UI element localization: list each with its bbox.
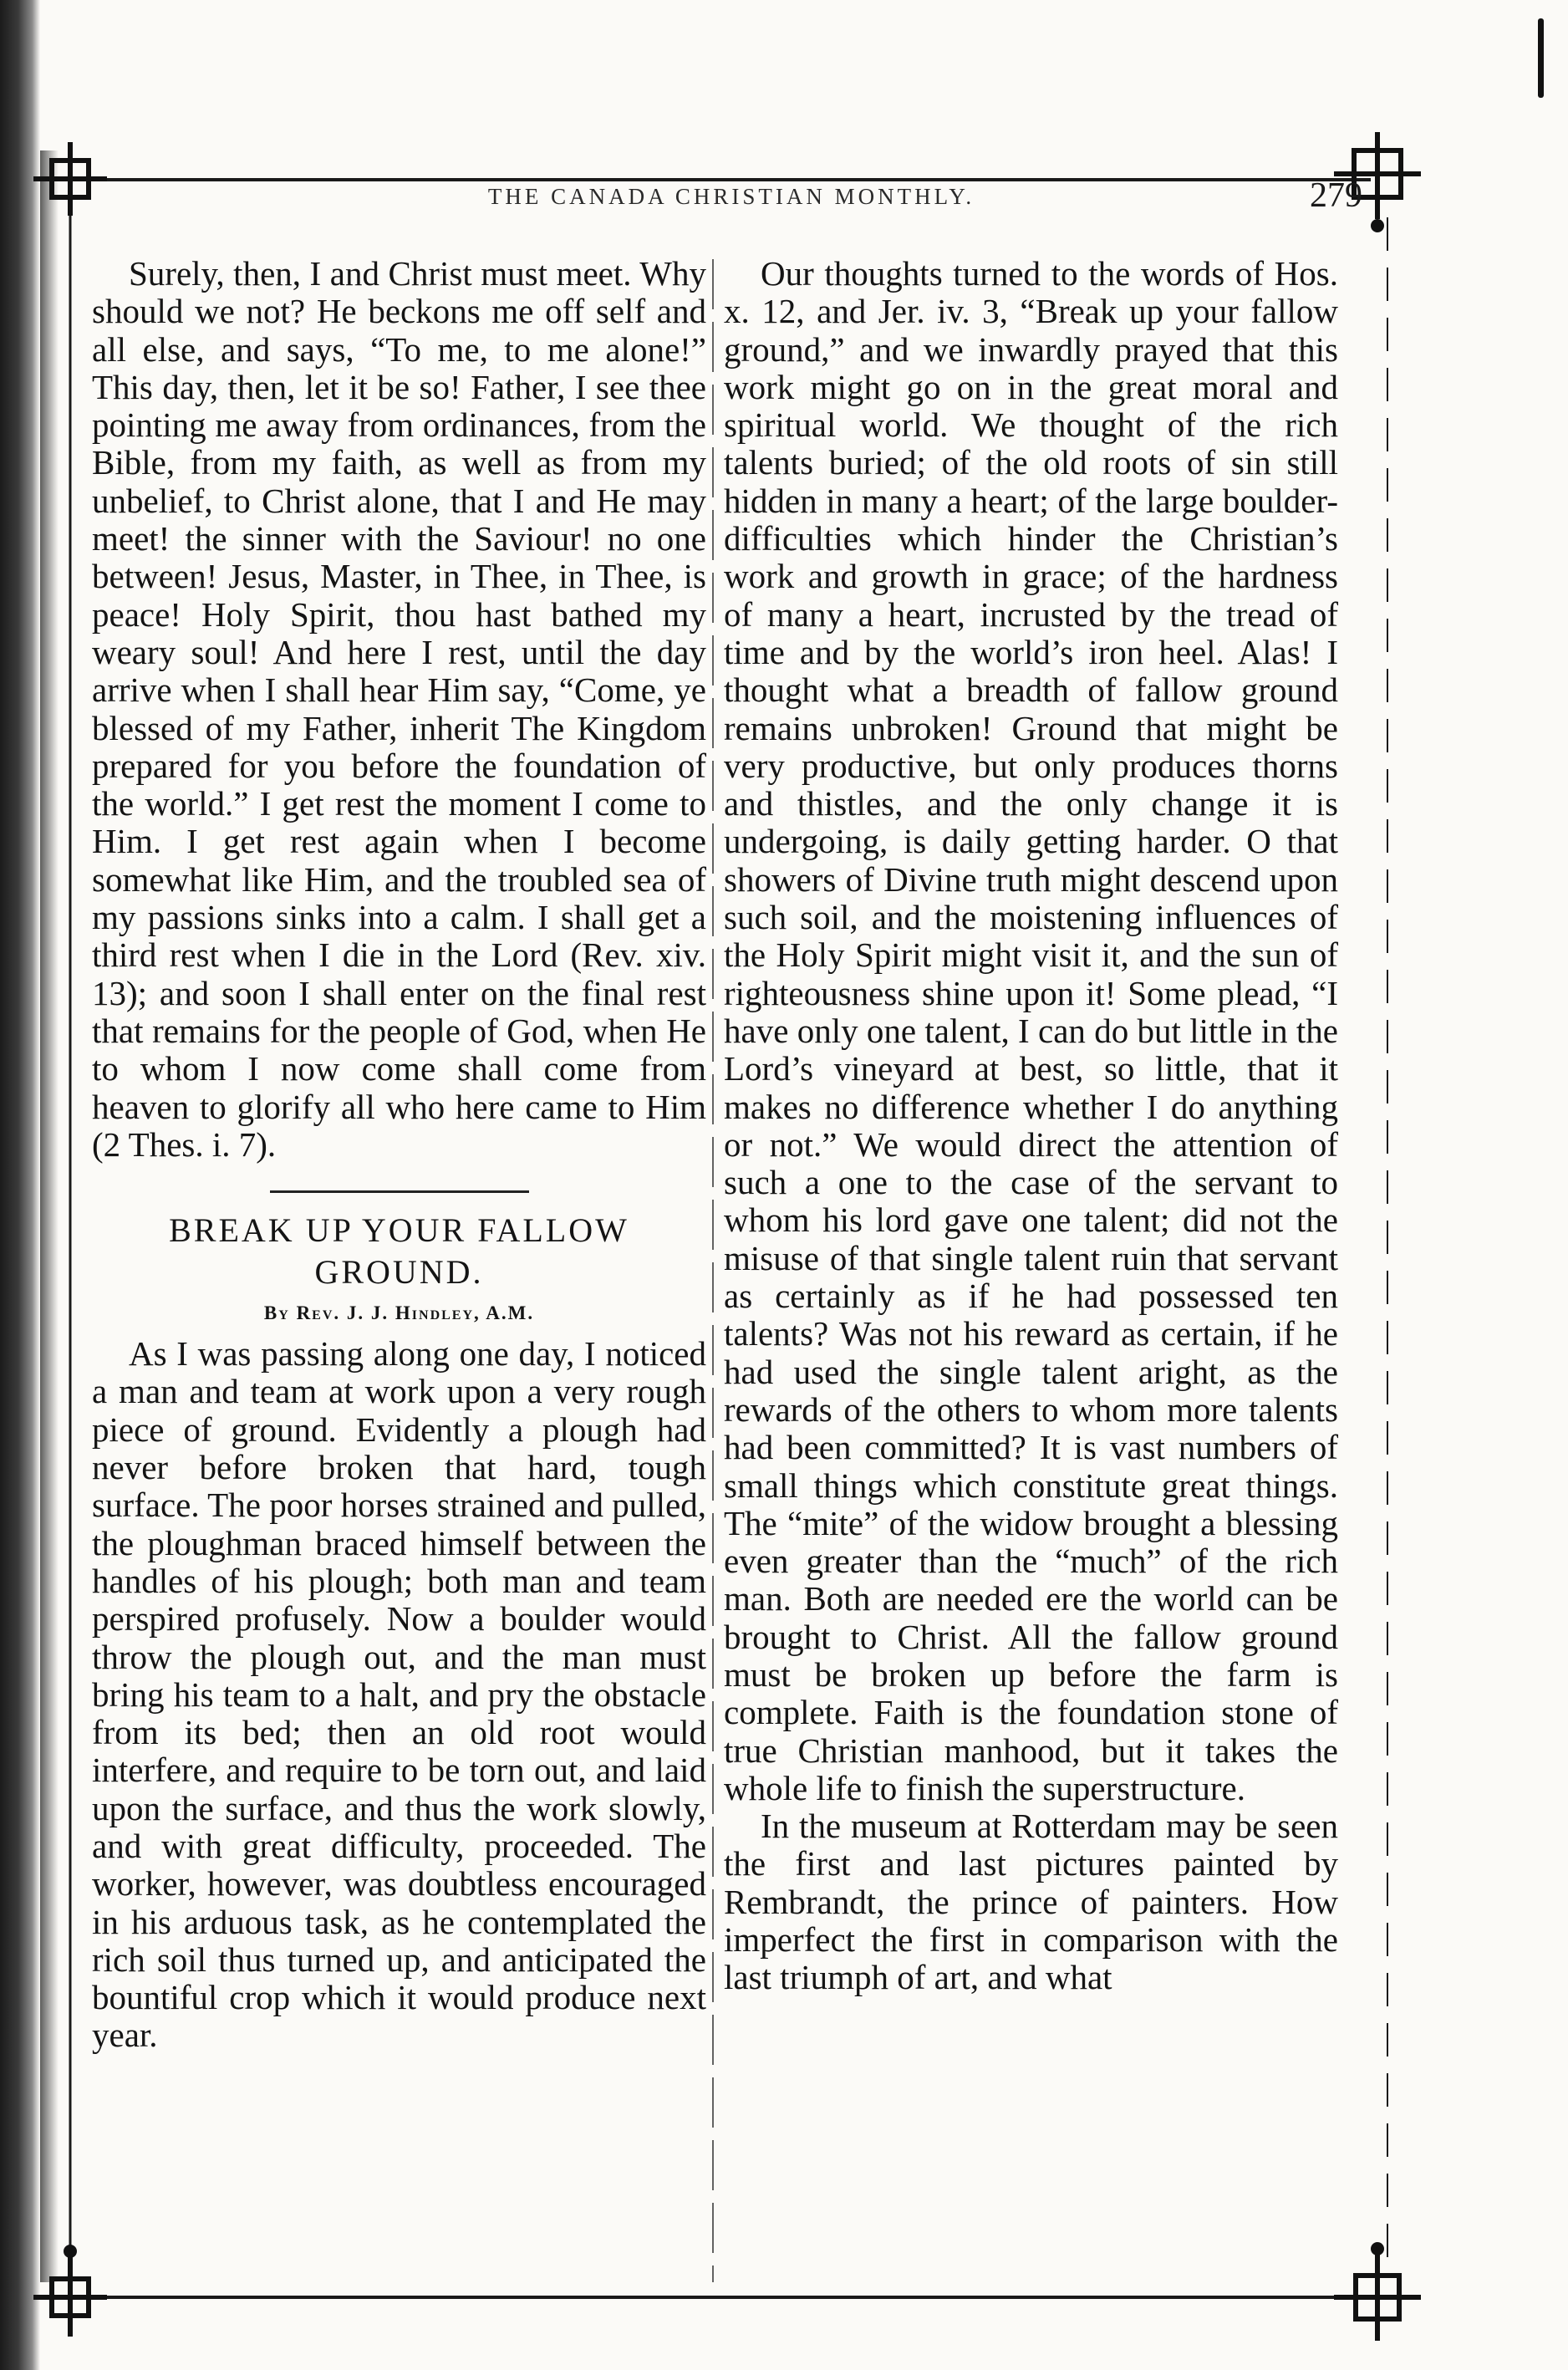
margin-mark (1538, 18, 1544, 98)
page-binding-gradient (40, 150, 59, 2282)
article-byline: By Rev. J. J. Hindley, A.M. (263, 1302, 535, 1324)
running-title: THE CANADA CHRISTIAN MONTHLY. (487, 184, 975, 209)
article-headline-line-2: GROUND. (314, 1253, 484, 1292)
article-headline-line-1: BREAK UP YOUR FALLOW (169, 1211, 629, 1250)
page-binding-shadow (0, 0, 40, 2370)
page-number: 279 (1310, 176, 1362, 215)
left-column (92, 255, 706, 2055)
section-rule (270, 1190, 529, 1193)
corner-ornament-bottom-right (1334, 2245, 1421, 2341)
running-header (92, 166, 1371, 224)
right-paragraph-2: In the museum at Rotterdam may be seen the first and last pictures painted by Rembrandt, the prince of painters. How imperfect the first in comparison with the last triumph of art, and what (724, 1807, 1338, 1997)
left-paragraph-2: As I was passing along one day, I noticed a man and team at work upon a very rough piece of ground. Evidently a plough had never before broken that hard, tough surface. The poor horses strained and pulled, the ploughman braced himself between the handles of his plough; both man and team perspired profusely. Now a boulder would throw the plough out, and the man must bring his team to a halt, and pry the obstacle from its bed; then an old root would interfere, and require to be torn out, and laid upon the surface, and thus the work slowly, and with great difficulty, proceeded. The worker, however, was doubtless encouraged in his arduous task, as he contemplated the rich soil thus turned up, and anticipated the bountiful crop which it would produce next year. (92, 1334, 706, 2055)
left-paragraph-1: Surely, then, I and Christ must meet. Why should we not? He beckons me off self and all else, and says, “To me, to me alone!” This day, then, let it be so! Father, I see thee pointing me away from ordinances, from the Bible, from my faith, as well as from my unbelief, to Christ alone, that I and He may meet! the sinner with the Saviour! no one between! Jesus, Master, in Thee, in Thee, is peace! Holy Spirit, thou hast bathed my weary soul! And here I rest, until the day arrive when I shall hear Him say, “Come, ye blessed of my Father, inherit The Kingdom prepared for you before the foundation of the world.” I get rest the moment I come to Him. I get rest again when I become somewhat like Him, and the troubled sea of my passions sinks into a calm. I shall get a third rest when I die in the Lord (Rev. xiv. 13); and soon I shall enter on the final rest that remains for the people of God, when He to whom I now come shall come from heaven to glorify all who here came to Him (2 Thes. i. 7). (92, 254, 706, 1164)
right-paragraph-1: Our thoughts turned to the words of Hos. x. 12, and Jer. iv. 3, “Break up your fallow ground,” and we inwardly prayed that this work might go on in the great moral and spiritual world. We thought of the rich talents buried; of the old roots of sin still hidden in many a heart; of the large boulder-difficulties which hinder the Christian’s work and growth in grace; of the hardness of many a heart, incrusted by the tread of time and by the world’s iron heel. Alas! I thought what a breadth of fallow ground remains unbroken! Ground that might be very productive, but only produces thorns and thistles, and the only change it is undergoing, is daily getting harder. O that showers of Divine truth might descend upon such soil, and the moistening influences of the Holy Spirit might visit it, and the sun of righteousness shine upon it! Some plead, “I have only one talent, I can do but little in the Lord’s vineyard at best, so little, that it makes no difference whether I do anything or not.” We would direct the attention of such a one to the case of the servant to whom his lord gave one talent; did not the misuse of that single talent ruin that servant as certainly as if he had possessed ten talents? Was not his reward as certain, if he had used the single talent aright, as the rewards of the others to whom more talents had been committed? It is vast numbers of small things which constitute great things. The “mite” of the widow brought a blessing even greater than the “much” of the rich man. Both are needed ere the world can be brought to Christ. All the fallow ground must be broken up before the farm is complete. Faith is the foundation stone of true Christian manhood, but it takes the whole life to finish the superstructure. (724, 254, 1338, 1807)
column-divider (712, 259, 714, 2282)
right-column (724, 255, 1338, 1997)
